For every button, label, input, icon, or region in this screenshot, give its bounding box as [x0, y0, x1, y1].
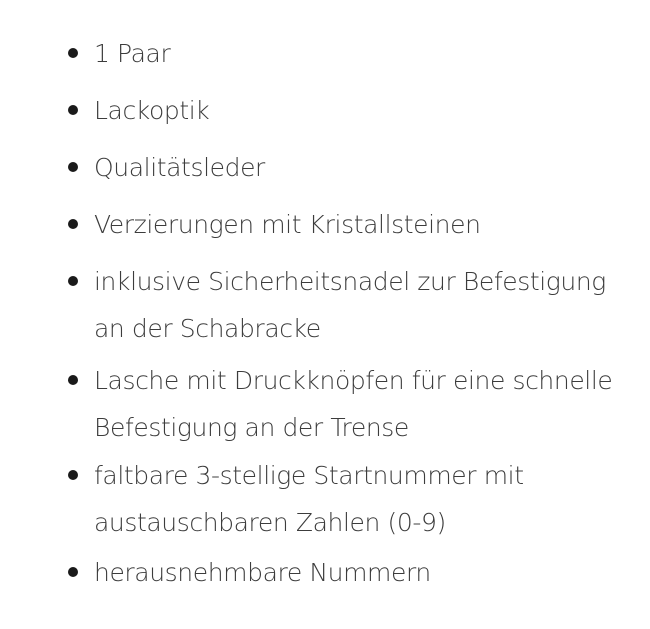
bullet-icon	[68, 162, 78, 172]
list-item-text: Verzierungen mit Kristallsteinen	[94, 210, 481, 239]
list-item	[94, 357, 624, 451]
bullet-icon	[68, 470, 78, 480]
list-item-text: Lasche mit Druckknöpfen für eine schnelle	[94, 366, 613, 395]
list-item	[94, 87, 624, 134]
list-item-text-continued: an der Schabracke	[94, 314, 321, 343]
list-item-text: inklusive Sicherheitsnadel zur Befestigung	[94, 267, 606, 296]
bullet-icon	[68, 48, 78, 58]
list-item-text: faltbare 3-stellige Startnummer mit	[94, 461, 524, 490]
list-item	[94, 144, 624, 191]
list-item	[94, 452, 624, 546]
bullet-icon	[68, 105, 78, 115]
list-item-text-continued: austauschbaren Zahlen (0-9)	[94, 508, 446, 537]
list-item-text: Lackoptik	[94, 96, 210, 125]
list-item-text: Qualitätsleder	[94, 153, 265, 182]
bullet-icon	[68, 375, 78, 385]
bullet-icon	[68, 276, 78, 286]
list-item	[94, 30, 624, 77]
list-item-text-continued: Befestigung an der Trense	[94, 413, 409, 442]
list-item-text: herausnehmbare Nummern	[94, 558, 431, 587]
list-item	[94, 258, 624, 352]
bullet-icon	[68, 567, 78, 577]
list-item-text: 1 Paar	[94, 39, 171, 68]
list-item	[94, 201, 624, 248]
bullet-icon	[68, 219, 78, 229]
list-item	[94, 549, 624, 596]
